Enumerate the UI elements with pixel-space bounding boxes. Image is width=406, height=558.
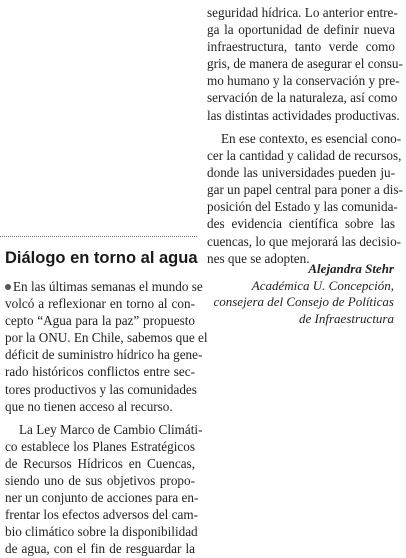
text-line: por la ONU. En Chile, sabemos que el xyxy=(5,330,208,346)
author-signature xyxy=(213,261,394,327)
text-line: nes que se adopten. xyxy=(207,250,310,266)
text-line: des evidencia científica sobre las xyxy=(207,216,395,232)
text-line: rado históricos conflictos entre sec- xyxy=(5,364,195,380)
section-heading: Diálogo en torno al agua xyxy=(5,249,198,267)
text-line: las distintas actividades productivas. xyxy=(207,107,400,123)
text-line: La Ley Marco de Cambio Climáti- xyxy=(19,421,203,437)
text-line: de Recursos Hídricos en Cuencas, xyxy=(5,455,195,471)
author-title: Académica U. Concepción, xyxy=(251,277,394,293)
text-line: siendo uno de sus objetivos propo- xyxy=(5,473,195,489)
text-line: ner un conjunto de acciones para en- xyxy=(5,490,199,506)
author-name: Alejandra Stehr xyxy=(308,261,394,276)
text-line: volcó a reflexionar en torno al con- xyxy=(5,296,195,312)
text-line: donde las universidades pueden ju- xyxy=(207,165,395,181)
text-line: cepto “Agua para la paz” propuesto xyxy=(5,313,195,329)
text-line: cer la cantidad y calidad de recursos, xyxy=(207,148,402,164)
section-divider xyxy=(0,236,197,237)
text-line: tores productivos y las comunidades xyxy=(5,381,197,397)
text-line: En ese contexto, es esencial cono- xyxy=(221,131,402,146)
right-column-top-paragraph xyxy=(207,4,403,124)
text-line xyxy=(5,278,203,295)
text-line: ga la oportunidad de definir nueva xyxy=(207,22,395,38)
left-column-body xyxy=(5,278,208,558)
text-line: infraestructura, tanto verde como xyxy=(207,39,395,55)
bullet-icon xyxy=(5,284,11,290)
text-line: frentar los efectos adversos del cam- xyxy=(5,507,198,523)
text-line: que no tienen acceso al recurso. xyxy=(5,398,173,414)
text-line: servación de la naturaleza, así como xyxy=(207,90,398,106)
text-line: bio climático sobre la disponibilidad xyxy=(5,524,198,540)
right-column-bottom-paragraph xyxy=(207,130,403,267)
text-line: déficit de suministro hídrico ha gene- xyxy=(5,347,203,363)
text-line: gar un papel central para poner a dis- xyxy=(207,182,403,198)
text-line: de agua, con el fin de resguardar la xyxy=(5,541,195,557)
text-line: gris, de manera de asegurar el consu- xyxy=(207,56,403,72)
text-line-content: En las últimas semanas el mundo se xyxy=(13,279,203,294)
author-role-cont: de Infraestructura xyxy=(299,310,394,326)
text-line: posición del Estado y las comunida- xyxy=(207,199,398,215)
text-line: cuencas, lo que mejorará las decisio- xyxy=(207,233,402,249)
text-line: co establece los Planes Estratégicos xyxy=(5,438,195,454)
text-line: mo humano y la conservación y pre- xyxy=(207,73,400,89)
text-line: seguridad hídrica. Lo anterior entre- xyxy=(207,5,398,20)
author-role: consejera del Consejo de Políticas xyxy=(213,294,394,309)
